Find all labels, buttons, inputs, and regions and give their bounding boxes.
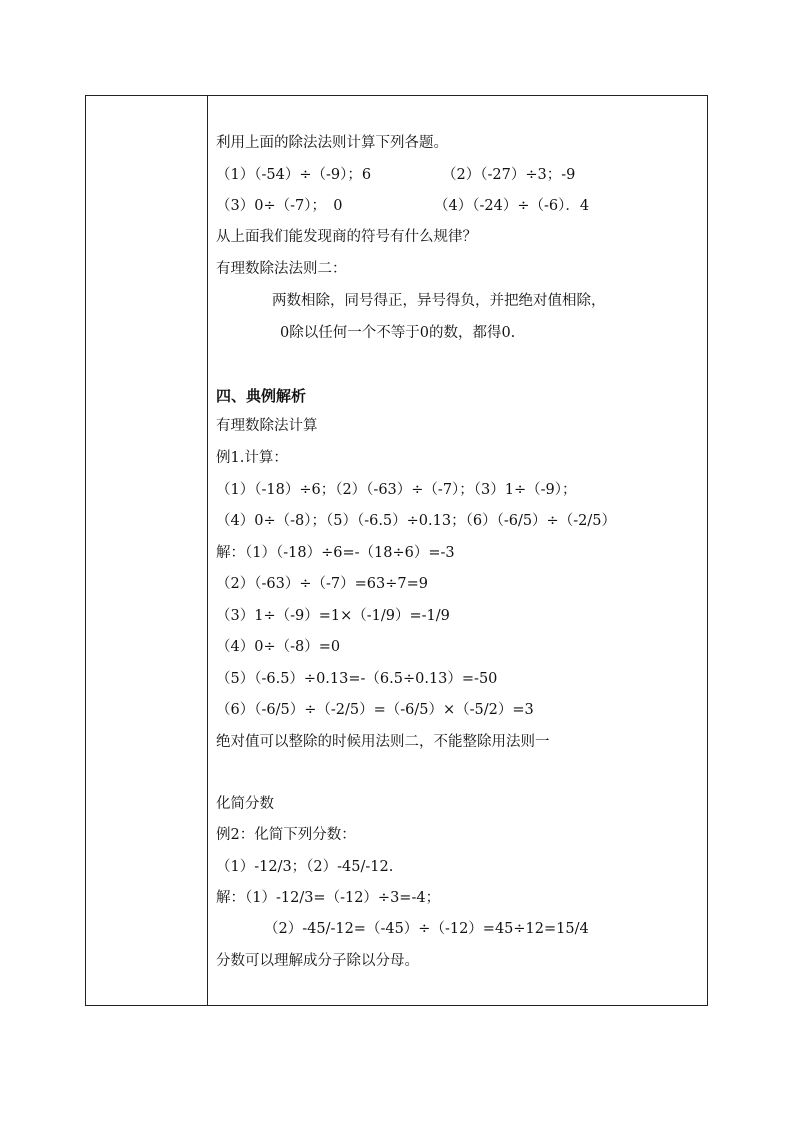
solution-4: （4）0÷（-8）=0 xyxy=(216,639,341,655)
example-1-questions-a: （1）（-18）÷6；（2）（-63）÷（-7）；（3）1÷（-9）； xyxy=(216,482,577,498)
solution-6: （6）（-6/5）÷（-2/5）=（-6/5）×（-5/2）=3 xyxy=(216,702,534,718)
column-divider xyxy=(207,96,208,1005)
question-text: 从上面我们能发现商的符号有什么规律？ xyxy=(216,229,477,245)
exercise-2: （2）（-27）÷3；-9 xyxy=(442,167,576,183)
rule-title: 有理数除法法则二： xyxy=(216,261,347,277)
lesson-table xyxy=(85,95,708,1006)
note-divisible: 绝对值可以整除的时候用法则二，不能整除用法则一 xyxy=(216,734,550,750)
example-2-title: 例2：化简下列分数： xyxy=(216,827,356,843)
note-fraction: 分数可以理解成分子除以分母。 xyxy=(216,953,419,969)
example-2-questions: （1）-12/3；（2）-45/-12. xyxy=(216,859,394,875)
exercise-3: （3）0÷（-7）； 0 xyxy=(216,198,343,214)
example-1-title: 例1.计算： xyxy=(216,450,288,466)
exercise-1: （1）（-54）÷（-9）；6 xyxy=(216,167,372,183)
content-cell xyxy=(216,96,701,1005)
rule-line-1: 两数相除，同号得正，异号得负，并把绝对值相除， xyxy=(272,293,606,309)
intro-text: 利用上面的除法法则计算下列各题。 xyxy=(216,135,448,151)
example-1-questions-b: （4）0÷（-8）；（5）（-6.5）÷0.13；（6）（-6/5）÷（-2/5） xyxy=(216,513,616,529)
exercise-4: （4）（-24）÷（-6）．4 xyxy=(434,198,590,214)
section-heading: 四、典例解析 xyxy=(216,387,307,405)
example-2-solution-2: （2）-45/-12=（-45）÷（-12）=45÷12=15/4 xyxy=(264,921,589,937)
solution-5: （5）（-6.5）÷0.13=-（6.5÷0.13）=-50 xyxy=(216,671,498,687)
rule-line-2: 0除以任何一个不等于0的数，都得0. xyxy=(280,325,516,341)
subheading-division: 有理数除法计算 xyxy=(216,418,318,434)
subheading-fractions: 化简分数 xyxy=(216,796,274,812)
example-2-solution-1: 解：（1）-12/3=（-12）÷3=-4； xyxy=(216,890,441,906)
solution-2: （2）（-63）÷（-7）=63÷7=9 xyxy=(216,576,428,592)
solution-3: （3）1÷（-9）=1×（-1/9）=-1/9 xyxy=(216,608,450,624)
solution-1: 解：（1）（-18）÷6=-（18÷6）=-3 xyxy=(216,545,455,561)
